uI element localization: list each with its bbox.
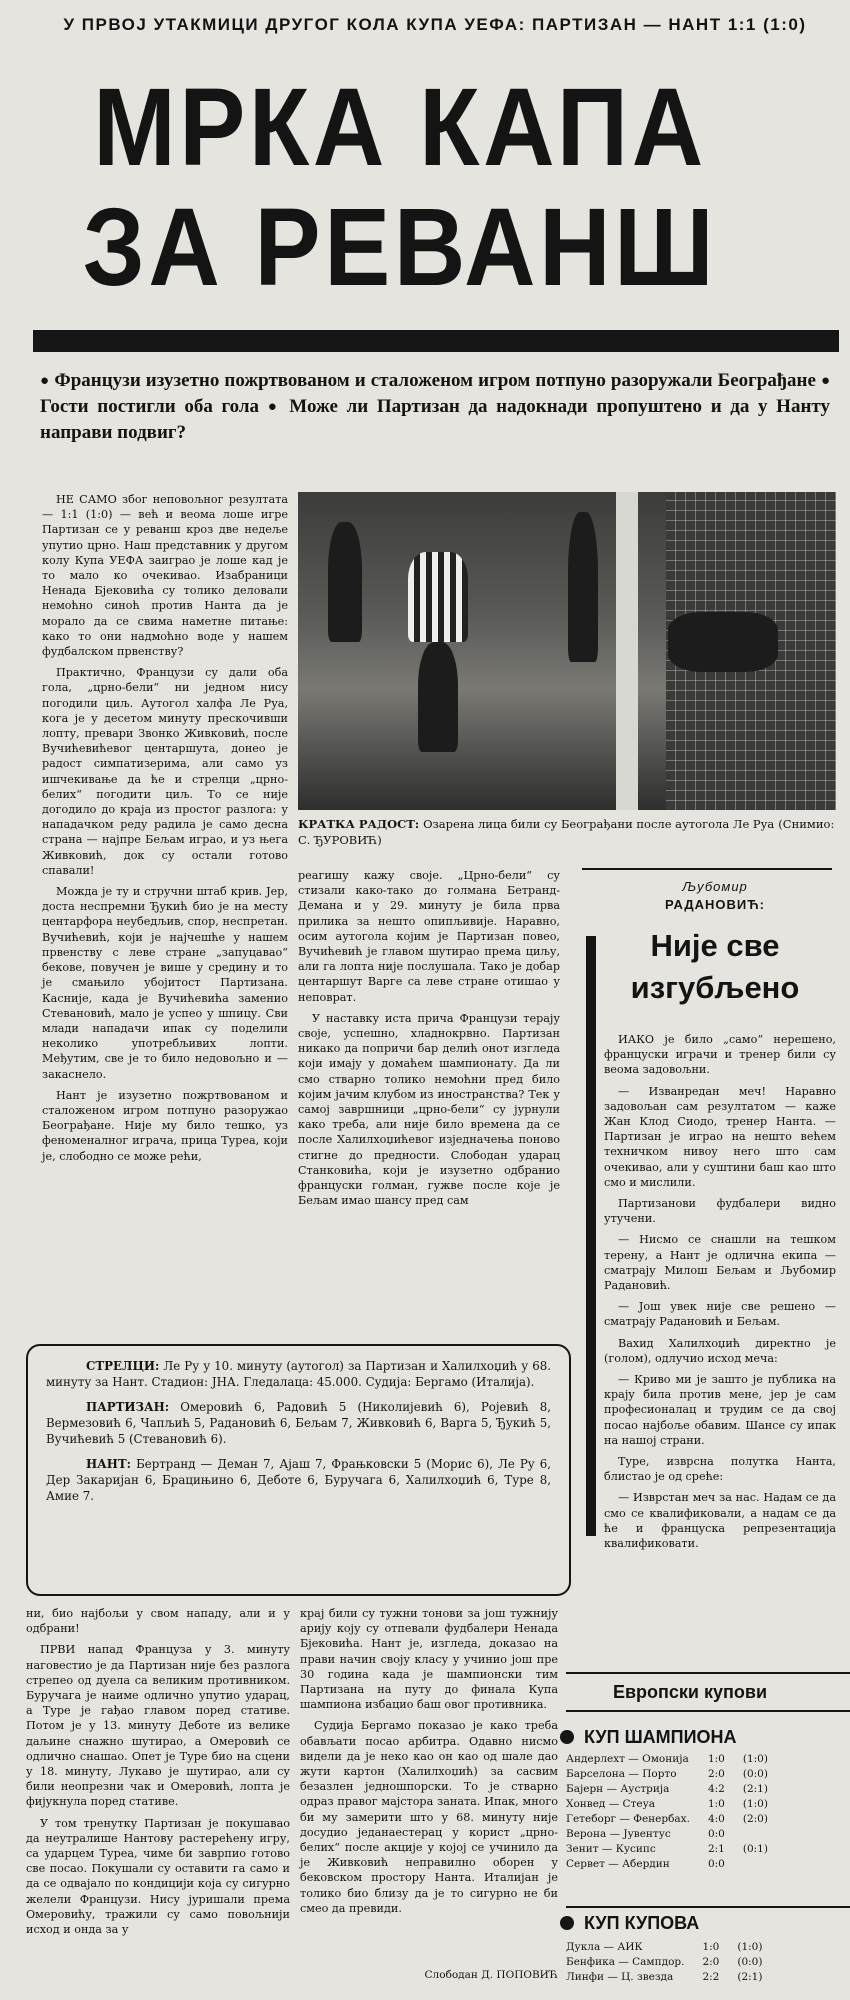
paragraph: реагишу кажу своје. „Црно-бели“ су стизали како-тако до голмана Бетранд-Демана и у 29. минуту је била прва прилика за нешто опипљивије. Наравно, осим аутогола којим је Партизан повео, Вучићевић је главом шутирао према циљу, али га лопта није послушала. Тако је добар центаршут Варге са леве стране отишао у неповрат.	[298, 869, 560, 1004]
headline	[58, 68, 742, 308]
match-score: 1:0	[707, 1798, 725, 1810]
sidebar-title-line-2: изгубљено	[630, 970, 800, 1005]
cup-winners-title: КУП КУПОВА	[584, 1913, 700, 1933]
champions-cup-title: КУП ШАМПИОНА	[584, 1727, 737, 1747]
match-score: 2:0	[707, 1768, 725, 1780]
bullet-icon	[560, 1730, 574, 1744]
photo-caption	[298, 816, 836, 848]
article-column-middle-lower	[300, 1606, 558, 1922]
cup-winners-results	[566, 1940, 766, 1985]
author-signature: Слободан Д. ПОПОВИЋ	[424, 1969, 558, 1981]
bullet-icon	[560, 1916, 574, 1930]
result-row	[566, 1940, 766, 1955]
author-first-name: Љубомир	[682, 879, 748, 894]
paragraph: Нант је изузетно пожртвованом и сталоженом игром потпуно разоружао Београђане. Није му било тешко, уз феноменалног играча, прица Туреа, који је, слободно се може рећи,	[42, 1088, 288, 1163]
scorers	[46, 1358, 551, 1390]
goal-post	[616, 492, 638, 810]
lineup-box	[26, 1344, 571, 1596]
result-row	[566, 1842, 772, 1857]
cups-title: Европски купови	[612, 1682, 768, 1702]
halftime-score: (0:0)	[742, 1768, 768, 1780]
caption-label: КРАТКА РАДОСТ:	[298, 817, 420, 831]
result-row	[566, 1857, 772, 1872]
partizan-text: Омеровић 6, Радовић 5 (Николијевић 6), Ројевић 8, Вермезовић 6, Чапљић 5, Радановић 6, Бељам 7, Живковић 6, Варга 5, Ђукић 5, Вучићевић 5 (Стевановић 6).	[46, 1400, 551, 1446]
caption-text: Озарена лица били су Београђани после аутогола Ле Руа	[423, 817, 775, 831]
paragraph: Туре, изврсна полутка Нанта, блистао је од среће:	[604, 1455, 836, 1484]
match-teams: Дукла — АИК	[566, 1941, 643, 1953]
player-figure	[408, 552, 468, 642]
paragraph: У наставку иста прича Французи терају своје, успешно, хладнокрвно. Партизан никако да попричи бар делић онот изгледа који имају у домаћем шампионату. Да ли смо стварно толико немоћни пред било којим јачим клубом из иностранства? Тек у самој завршници „црно-бели“ су јурнули како треба, али није било времена да се после Халилхоџићевог изједначења поново стигне до предности. Слободан ударац Станковића, који је изузетно одбранио француски голман, гужве после које је Бељам имао шансу пред сам	[298, 1011, 560, 1208]
match-score: 0:0	[707, 1828, 725, 1840]
bullet-icon: ●	[40, 373, 50, 389]
champions-cup-results	[566, 1752, 772, 1872]
match-score: 4:0	[707, 1813, 725, 1825]
partizan-label: ПАРТИЗАН:	[86, 1400, 170, 1414]
paragraph: — Нисмо се снашли на тешком терену, а Нант је одлична екипа — сматрају Милош Бељам и Љубомир Радановић.	[604, 1233, 836, 1293]
author-last-name: РАДАНОВИЋ:	[665, 897, 765, 912]
bullet-icon: ●	[820, 373, 831, 389]
sidebar-title-line-1: Није све	[650, 928, 780, 963]
subhead-part-2: Гости постигли оба гола	[40, 396, 260, 417]
result-row	[566, 1955, 766, 1970]
halftime-score: (1:0)	[737, 1941, 763, 1953]
headline-line-2: ЗА РЕВАНШ	[82, 186, 718, 309]
result-row	[566, 1782, 772, 1797]
match-score: 0:0	[707, 1858, 725, 1870]
article-column-left-lower	[26, 1606, 290, 1943]
player-figure	[568, 512, 598, 662]
scorers-text: Ле Ру у 10. минуту (аутогол) за Партизан и Халилхоџић у 68. минуту за Нант. Стадион: ЈНА. Гледалаца: 45.000. Судија: Бергамо (Италија).	[46, 1359, 551, 1389]
subheadline	[40, 368, 830, 446]
paragraph: ни, био најбољи у свом нападу, али и у одбрани!	[26, 1607, 290, 1636]
match-teams: Барселона — Порто	[566, 1768, 677, 1780]
paragraph: — Још увек није све решено — сматрају Радановић и Бељам.	[604, 1300, 836, 1329]
halftime-score	[729, 1827, 772, 1842]
sidebar-text	[604, 1032, 836, 1557]
subhead-part-1: Французи изузетно пожртвованом и сталоженом игром потпуно разоружали Београђане	[54, 370, 816, 391]
goalkeeper-figure	[668, 612, 778, 672]
paragraph: Партизанови фудбалери видно утучени.	[604, 1197, 836, 1226]
paragraph: У том тренутку Партизан је покушавао да неутралише Нантову растерећену игру, са ударцем Туреа, чиме би заврпио готово све посао. Покушали су оставити га само и да се одвајало по кондицији која су сигурно желели Французи. Нису јуришали према Омеровићу, тражили су само повољнији исход и онда за у	[26, 1816, 290, 1937]
match-score: 2:0	[702, 1956, 720, 1968]
nantes-label: НАНТ:	[86, 1457, 132, 1471]
player-figure	[418, 642, 458, 752]
match-score: 2:2	[702, 1971, 720, 1983]
result-row	[566, 1767, 772, 1782]
halftime-score: (0:0)	[737, 1956, 763, 1968]
paragraph: Вахид Халилхоџић директно је (голом), одлучио исход меча:	[604, 1336, 836, 1365]
match-teams: Сервет — Абердин	[566, 1858, 670, 1870]
paragraph: ПРВИ напад Француза у 3. минуту наговестио је да Партизан није без разлога стрепео од дуела са великим противником. Буручага је наиме одлично упутио ударац, а Туре је гађао главом поред стативе. Потом је у 13. минуту Деботе из велике даљине снажно шутирао, а Омеровић се одлично снашао. Опет је Туре био на сцени у 18. минуту, Лукаво је шутирао, али су били неопрезни чак и Омеровић, лопта је фијукнула поред стативе.	[26, 1643, 290, 1809]
player-figure	[328, 522, 362, 642]
paragraph: НЕ САМО због неповољног резултата — 1:1 (1:0) — већ и веома лоше игре Партизан се у реванш кроз две недеље упутио црно. Наш представник у другом колу Купа УЕФА заиграо је лоше кад је то мало ко очекивао. Изабраници Ненада Бјековића су толико деловали немоћно синоћ против Нанта да је морало да се свима наметне питање: како то они надмоћно воде у нашем фудбалском првенству?	[42, 493, 288, 659]
cups-rule	[566, 1710, 850, 1712]
bullet-icon: ●	[267, 399, 281, 415]
headline-line-1: МРКА КАПА	[93, 66, 707, 189]
paragraph: ИАКО је било „само“ нерешено, француски играчи и тренер били су веома задовољни.	[604, 1033, 836, 1077]
cups-top-rule	[566, 1672, 850, 1674]
caption-credit: (Снимио: С. ЂУРОВИЋ)	[298, 817, 835, 847]
halftime-score: (2:0)	[742, 1813, 768, 1825]
article-column-middle	[298, 868, 560, 1214]
halftime-score: (2:1)	[737, 1971, 763, 1983]
paragraph: Можда је ту и стручни штаб крив. Јер, доста неспремни Ђукић био је на месту центарфора неубедљив, спор, неспретан. Вучићевић, који је најчешће у нашем првенству с леве стране „запуцавао“ бекове, повучен је више у средину и то је смањило убојитост Партизана. Касније, када је Вучићевића заменио Стевановић, мало је успео у шпицу. Сви млади нападачи ипак су поделили неколико употребљивих лопти. Међутим, све је то било недовољно и — закаснело.	[42, 885, 288, 1081]
subhead-part-3: Може ли Партизан да надокнади пропуштено и да у Нанту направи подвиг?	[40, 396, 830, 443]
article-column-left-upper	[42, 492, 288, 1170]
match-teams: Зенит — Кусипс	[566, 1843, 656, 1855]
result-row	[566, 1752, 772, 1767]
cup-winners-heading	[560, 1912, 699, 1934]
result-row	[566, 1827, 772, 1842]
match-photo	[298, 492, 836, 810]
nantes-text: Бертранд — Деман 7, Ајаш 7, Фрањковски 5 (Морис 6), Ле Ру 6, Дер Закаријан 6, Брацињино 6, Деботе 6, Буручага 6, Халилхоџић 6, Туре 8, Амие 7.	[46, 1457, 551, 1503]
match-score: 4:2	[707, 1783, 725, 1795]
match-score: 1:0	[702, 1941, 720, 1953]
sidebar-title	[600, 925, 830, 1009]
headline-rule	[33, 330, 839, 352]
match-teams: Хонвед — Стеуа	[566, 1798, 656, 1810]
nantes-lineup	[46, 1456, 551, 1504]
match-teams: Гетеборг — Фенербах.	[566, 1813, 690, 1825]
partizan-lineup	[46, 1399, 551, 1447]
paragraph: — Изврстан меч за нас. Надам се да смо се квалификовали, а надам се да ће и француска репрезентација квалификовати.	[604, 1491, 836, 1551]
sidebar-top-rule	[582, 868, 832, 870]
result-row	[566, 1797, 772, 1812]
match-score: 1:0	[707, 1753, 725, 1765]
match-teams: Верона — Јувентус	[566, 1828, 671, 1840]
scorers-label: СТРЕЛЦИ:	[86, 1359, 160, 1373]
halftime-score: (2:1)	[742, 1783, 768, 1795]
paragraph: Практично, Французи су дали оба гола, „црно-бели“ ни једном нису погодили циљ. Аутогол халфа Ле Руа, кога је у десетом минуту прескочивши лопту, превари Звонко Живковић, после Вучићевићевог центаршута, донео је радост симпатизерима, али само уз ишчекивање да ће и стрелци „црно-белих“ погодити циљ. То се није догодило до краја из простог разлога: у нападачком реду радила је само десна страна — најпре Бељам играо, и уз њега Живковић, док су остали готово спавали!	[42, 666, 288, 877]
kicker: У ПРВОЈ УТАКМИЦИ ДРУГОГ КОЛА КУПА УЕФА: ПАРТИЗАН — НАНТ 1:1 (1:0)	[63, 15, 807, 34]
match-teams: Линфи — Ц. звезда	[566, 1971, 674, 1983]
sidebar-author	[600, 878, 830, 914]
result-row	[566, 1970, 766, 1985]
paragraph: — Изванредан меч! Наравно задовољан сам резултатом — каже Жан Клод Сиодо, тренер Нанта. — Партизан је играо на нешто већем техничком нивоу него што сам очекивао, али у суштини баш као што смо и мислили.	[604, 1084, 836, 1189]
match-score: 2:1	[707, 1843, 725, 1855]
match-teams: Андерлехт — Омонија	[566, 1753, 689, 1765]
halftime-score: (1:0)	[742, 1753, 768, 1765]
result-row	[566, 1812, 772, 1827]
match-teams: Бенфика — Сампдор.	[566, 1956, 685, 1968]
cups-rule	[566, 1906, 850, 1908]
halftime-score: (1:0)	[742, 1798, 768, 1810]
paragraph: крај били су тужни тонови за још тужнију арију коју су отпевали фудбалери Ненада Бјековића. Нант је, изгледа, доказао на прави начин своју класу у учинио још пре 30 година када је шампионски тим Партизана на путу до финала Купа шампиона избацио баш овог противника.	[300, 1607, 558, 1712]
paragraph: — Криво ми је зашто је публика на крају била против мене, јер је сам професионалац и трудим се да свој посао најбоље обавим. Шансе су ипак на нашој страни.	[604, 1373, 836, 1447]
halftime-score: (0:1)	[742, 1843, 768, 1855]
paragraph: Судија Бергамо показао је како треба обављати посао арбитра. Одавно нисмо видели да је неко као он као од шале дао жути картон (Халилхоџић) за сасвим безазлен једношпорски. То је стварно одраз правог мајстора заната. Ипак, много би му замерити што у 68. минуту није досудио једанаестерац у корист „црно-белих“ после акције у којој се учинило да је Живковић неправилно оборен у бековском простору Нанта. Италијан је толико био близу да је то сигурно не би смео да превиди.	[300, 1719, 558, 1915]
match-teams: Бајерн — Аустрија	[566, 1783, 670, 1795]
sidebar-vertical-bar	[586, 936, 596, 1536]
champions-cup-heading	[560, 1726, 737, 1748]
halftime-score	[729, 1857, 772, 1872]
